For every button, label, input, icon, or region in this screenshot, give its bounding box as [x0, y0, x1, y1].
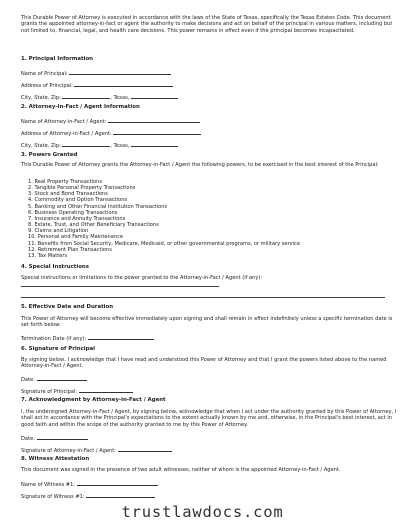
effective-date-text: This Power of Attorney will become effective immediately upon signing and shall remain in effect indefinitely unless a specific termination date is set forth below:: [21, 316, 393, 329]
principal-address-line[interactable]: [74, 81, 173, 87]
agent-name-field[interactable]: [21, 117, 200, 125]
agent-date-label: Date:: [21, 436, 35, 442]
special-instructions-line-2[interactable]: [21, 297, 385, 298]
principal-name-label: Name of Principal:: [21, 71, 68, 77]
principal-city-line[interactable]: [62, 93, 110, 99]
termination-date-field[interactable]: [21, 334, 154, 342]
agent-texas-label: , Texas,: [110, 143, 130, 149]
list-item: 4. Commodity and Option Transactions: [28, 197, 128, 204]
section-4-heading: 4. Special Instructions: [21, 264, 89, 270]
principal-date-field[interactable]: [21, 375, 87, 383]
principal-name-line[interactable]: [69, 69, 171, 75]
principal-zip-line[interactable]: [131, 93, 178, 99]
powers-intro-text: This Durable Power of Attorney grants the Attorney-in-Fact / Agent the following powers, to be exercised in the best interest of the Principal:: [21, 162, 379, 168]
agent-acknowledgment-text: I, the undersigned Attorney-in-Fact / Agent, by signing below, acknowledge that when I act under the authority granted by this Power of Attorney, I shall act in accordance with the Principal's expectations to the extent actually known by me and, otherwise, in the Principal's best interest, act in good faith and within the scope of the authority granted to me by this Power of Attorney.: [21, 409, 397, 428]
principal-date-label: Date:: [21, 377, 35, 383]
agent-address-label: Address of Attorney-in-Fact / Agent:: [21, 131, 112, 137]
agent-zip-line[interactable]: [131, 141, 178, 147]
section-2-heading: 2. Attorney-in-Fact / Agent Information: [21, 104, 140, 110]
principal-signature-label: Signature of Principal:: [21, 389, 78, 395]
principal-address-label: Address of Principal:: [21, 83, 73, 89]
intro-paragraph: This Durable Power of Attorney is executed in accordance with the laws of the State of Texas, specifically the Texas Estates Code. This document grants the appointed attorney-in-fact or agent the authority to make decisions and act on behalf of the principal in various matters, including but not limited to, financial, legal, and health care decisions. This power remains in effect even if the principal becomes incapacitated.: [21, 15, 393, 34]
termination-date-label: Termination Date (if any):: [21, 336, 87, 342]
list-item: 6. Business Operating Transactions: [28, 209, 118, 216]
principal-city-label: City, State, Zip:: [21, 95, 61, 101]
watermark-footer: trustlawdocs.com: [121, 503, 284, 521]
list-item: 8. Estate, Trust, and Other Beneficiary Transactions: [28, 222, 159, 229]
agent-signature-field[interactable]: [21, 446, 172, 454]
special-instructions-line-1[interactable]: [21, 286, 219, 287]
agent-date-field[interactable]: [21, 434, 88, 442]
list-item: 7. Insurance and Annuity Transactions: [28, 215, 126, 222]
principal-city-field[interactable]: [21, 93, 178, 101]
list-item: 11. Benefits from Social Security, Medicare, Medicaid, or other governmental programs, or military service: [28, 240, 300, 247]
agent-date-line[interactable]: [37, 434, 88, 440]
section-8-heading: 8. Witness Attestation: [21, 456, 90, 462]
principal-date-line[interactable]: [37, 375, 87, 381]
agent-signature-label: Signature of Attorney-in-Fact / Agent:: [21, 448, 116, 454]
section-7-heading: 7. Acknowledgment by Attorney-in-Fact / Agent: [21, 397, 166, 403]
list-item: 3. Stock and Bond Transactions: [28, 191, 108, 198]
agent-address-field[interactable]: [21, 129, 201, 137]
section-1-heading: 1. Principal Information: [21, 56, 94, 62]
principal-signature-field[interactable]: [21, 387, 133, 395]
termination-date-line[interactable]: [88, 334, 154, 340]
list-item: 1. Real Property Transactions: [28, 179, 103, 185]
witness-attestation-text: This document was signed in the presence of two adult witnesses, neither of whom is the appointed Attorney-in-Fact / Agent.: [21, 467, 341, 473]
principal-address-field[interactable]: [21, 81, 173, 89]
witness-1-signature-line[interactable]: [86, 492, 155, 498]
agent-address-line[interactable]: [113, 129, 201, 135]
special-instructions-text: Special instructions or limitations to the power granted to the Attorney-in-Fact / Agent (if any):: [21, 275, 263, 281]
agent-city-line[interactable]: [62, 141, 110, 147]
agent-city-label: City, State, Zip:: [21, 143, 61, 149]
list-item: 5. Banking and Other Financial Institution Transactions: [28, 203, 168, 210]
list-item: 12. Retirement Plan Transactions: [28, 246, 112, 253]
principal-signature-line[interactable]: [79, 387, 133, 393]
principal-name-field[interactable]: [21, 69, 171, 77]
agent-city-field[interactable]: [21, 141, 178, 149]
witness-1-signature-field[interactable]: [21, 492, 155, 500]
principal-signature-text: By signing below, I acknowledge that I have read and understood this Power of Attorney and that I grant the powers listed above to the named Attorney-in-Fact / Agent.: [21, 357, 387, 370]
agent-name-label: Name of Attorney-in-Fact / Agent:: [21, 119, 107, 125]
list-item: 9. Claims and Litigation: [28, 228, 89, 235]
list-item: 13. Tax Matters: [28, 252, 68, 259]
section-5-heading: 5. Effective Date and Duration: [21, 304, 114, 310]
section-3-heading: 3. Powers Granted: [21, 152, 78, 158]
witness-1-signature-label: Signature of Witness #1:: [21, 494, 85, 500]
section-6-heading: 6. Signature of Principal: [21, 346, 95, 352]
powers-list: [28, 179, 300, 259]
agent-signature-line[interactable]: [118, 446, 172, 452]
principal-texas-label: , Texas,: [110, 95, 130, 101]
list-item: 10. Personal and Family Maintenance: [28, 234, 124, 241]
agent-name-line[interactable]: [108, 117, 200, 123]
list-item: 2. Tangible Personal Property Transactions: [28, 185, 136, 192]
witness-1-name-line[interactable]: [77, 480, 158, 486]
witness-1-name-field[interactable]: [21, 480, 158, 488]
witness-1-name-label: Name of Witness #1:: [21, 482, 76, 488]
